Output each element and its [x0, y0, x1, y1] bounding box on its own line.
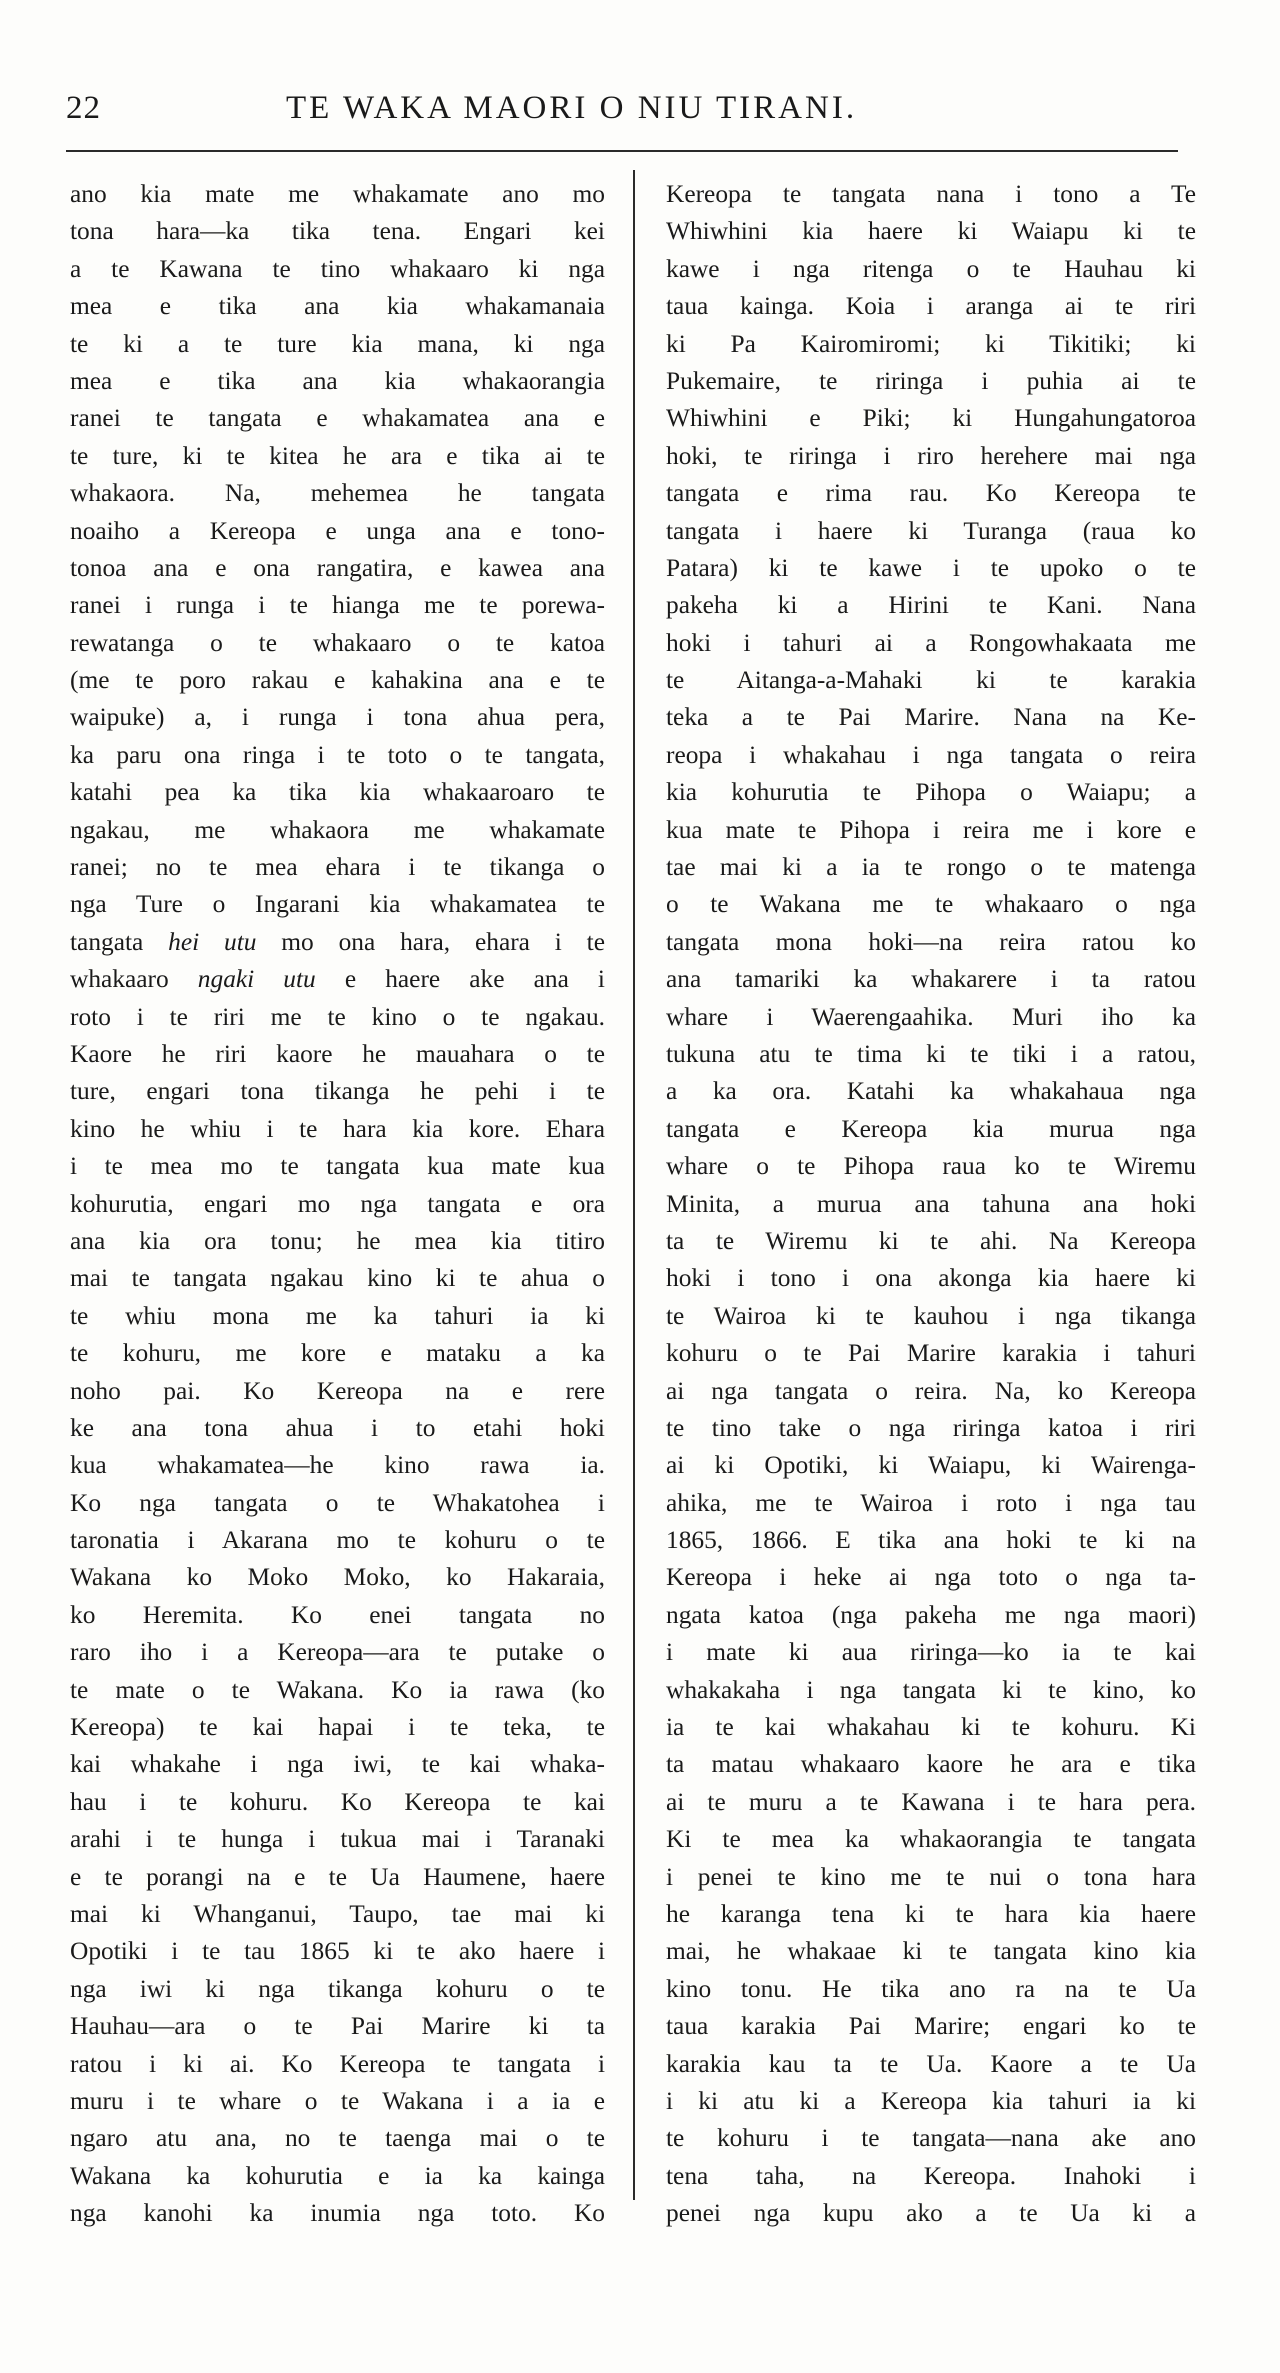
text-line: tonoa ana e ona rangatira, e kawea ana — [70, 553, 605, 582]
page-header — [66, 90, 1176, 140]
text-line: te tino take o nga riringa katoa i riri — [666, 1413, 1196, 1442]
text-line: ke ana tona ahua i to etahi hoki — [70, 1413, 605, 1442]
text-line: whakaora. Na, mehemea he tangata — [70, 479, 605, 508]
text-line: te kohuru i te tangata—nana ake ano — [666, 2124, 1196, 2153]
running-title: TE WAKA MAORI O NIU TIRANI. — [286, 90, 858, 126]
text-line: tena taha, na Kereopa. Inahoki i — [666, 2161, 1196, 2190]
header-rule — [66, 150, 1178, 152]
text-line: ranei; no te mea ehara i te tikanga o — [70, 853, 605, 882]
text-line: ka paru ona ringa i te toto o te tangata, — [70, 740, 605, 769]
text-line: tangata i haere ki Turanga (raua ko — [666, 516, 1196, 545]
text-line: arahi i te hunga i tukua mai i Taranaki — [70, 1825, 605, 1854]
text-line: mea e tika ana kia whakaorangia — [70, 366, 605, 395]
text-line: te mate o te Wakana. Ko ia rawa (ko — [70, 1675, 605, 1704]
text-line: tangata mona hoki—na reira ratou ko — [666, 927, 1196, 956]
text-line: taua karakia Pai Marire; engari ko te — [666, 2012, 1196, 2041]
text-line: noaiho a Kereopa e unga ana e tono- — [70, 516, 605, 545]
text-line: ai nga tangata o reira. Na, ko Kereopa — [666, 1376, 1196, 1405]
text-line: Opotiki i te tau 1865 ki te ako haere i — [70, 1937, 605, 1966]
text-line: ngata katoa (nga pakeha me nga maori) — [666, 1600, 1196, 1629]
text-line: kino he whiu i te hara kia kore. Ehara — [70, 1114, 605, 1143]
text-line: kai whakahe i nga iwi, te kai whaka- — [70, 1750, 605, 1779]
text-line: nga iwi ki nga tikanga kohuru o te — [70, 1974, 605, 2003]
text-line: ranei i runga i te hianga me te porewa- — [70, 591, 605, 620]
text-line: whakaaro ngaki utu e haere ake ana i — [70, 965, 605, 994]
text-line: ta te Wiremu ki te ahi. Na Kereopa — [666, 1226, 1196, 1255]
text-line: ranei te tangata e whakamatea ana e — [70, 404, 605, 433]
text-line: mai ki Whanganui, Taupo, tae mai ki — [70, 1899, 605, 1928]
text-line: ana tamariki ka whakarere i ta ratou — [666, 965, 1196, 994]
text-line: ai te muru a te Kawana i te hara pera. — [666, 1787, 1196, 1816]
column-divider — [633, 170, 635, 2200]
text-line: kohurutia, engari mo nga tangata e ora — [70, 1189, 605, 1218]
text-line: tae mai ki a ia te rongo o te matenga — [666, 853, 1196, 882]
text-line: hoki, te riringa i riro herehere mai nga — [666, 441, 1196, 470]
text-line: ngakau, me whakaora me whakamate — [70, 815, 605, 844]
text-line: kua whakamatea—he kino rawa ia. — [70, 1451, 605, 1480]
text-line: i ki atu ki a Kereopa kia tahuri ia ki — [666, 2086, 1196, 2115]
text-line: penei nga kupu ako a te Ua ki a — [666, 2199, 1196, 2228]
text-line: taronatia i Akarana mo te kohuru o te — [70, 1526, 605, 1555]
text-line: kua mate te Pihopa i reira me i kore e — [666, 815, 1196, 844]
text-line: ahika, me te Wairoa i roto i nga tau — [666, 1488, 1196, 1517]
text-line: te whiu mona me ka tahuri ia ki — [70, 1301, 605, 1330]
text-line: ana kia ora tonu; he mea kia titiro — [70, 1226, 605, 1255]
text-line: mai te tangata ngakau kino ki te ahua o — [70, 1264, 605, 1293]
text-line: tangata e rima rau. Ko Kereopa te — [666, 479, 1196, 508]
text-line: 1865, 1866. E tika ana hoki te ki na — [666, 1526, 1196, 1555]
text-line: whare o te Pihopa raua ko te Wiremu — [666, 1152, 1196, 1181]
text-line: roto i te riri me te kino o te ngakau. — [70, 1002, 605, 1031]
right-column — [666, 176, 1196, 2232]
left-column — [70, 176, 605, 2232]
text-line: hau i te kohuru. Ko Kereopa te kai — [70, 1787, 605, 1816]
text-line: mai, he whakaae ki te tangata kino kia — [666, 1937, 1196, 1966]
text-line: rewatanga o te whakaaro o te katoa — [70, 628, 605, 657]
text-line: Minita, a murua ana tahuna ana hoki — [666, 1189, 1196, 1218]
text-line: Ko nga tangata o te Whakatohea i — [70, 1488, 605, 1517]
text-line: e te porangi na e te Ua Haumene, haere — [70, 1862, 605, 1891]
text-line: ia te kai whakahau ki te kohuru. Ki — [666, 1713, 1196, 1742]
text-line: raro iho i a Kereopa—ara te putake o — [70, 1638, 605, 1667]
text-line: ko Heremita. Ko enei tangata no — [70, 1600, 605, 1629]
text-line: tangata e Kereopa kia murua nga — [666, 1114, 1196, 1143]
text-line: te Aitanga-a-Mahaki ki te karakia — [666, 666, 1196, 695]
text-line: Wakana ko Moko Moko, ko Hakaraia, — [70, 1563, 605, 1592]
text-line: waipuke) a, i runga i tona ahua pera, — [70, 703, 605, 732]
text-line: Kaore he riri kaore he mauahara o te — [70, 1039, 605, 1068]
text-line: Hauhau—ara o te Pai Marire ki ta — [70, 2012, 605, 2041]
text-line: Ki te mea ka whakaorangia te tangata — [666, 1825, 1196, 1854]
text-line: whare i Waerengaahika. Muri iho ka — [666, 1002, 1196, 1031]
text-line: whakakaha i nga tangata ki te kino, ko — [666, 1675, 1196, 1704]
text-line: kino tonu. He tika ano ra na te Ua — [666, 1974, 1196, 2003]
text-line: kohuru o te Pai Marire karakia i tahuri — [666, 1339, 1196, 1368]
text-line: i penei te kino me te nui o tona hara — [666, 1862, 1196, 1891]
text-line: ratou i ki ai. Ko Kereopa te tangata i — [70, 2049, 605, 2078]
text-line: Patara) ki te kawe i te upoko o te — [666, 553, 1196, 582]
text-line: taua kainga. Koia i aranga ai te riri — [666, 292, 1196, 321]
text-line: a te Kawana te tino whakaaro ki nga — [70, 254, 605, 283]
text-line: Pukemaire, te riringa i puhia ai te — [666, 366, 1196, 395]
text-line: a ka ora. Katahi ka whakahaua nga — [666, 1077, 1196, 1106]
page-number: 22 — [66, 90, 101, 126]
text-line: ki Pa Kairomiromi; ki Tikitiki; ki — [666, 329, 1196, 358]
text-line: nga Ture o Ingarani kia whakamatea te — [70, 890, 605, 919]
text-line: noho pai. Ko Kereopa na e rere — [70, 1376, 605, 1405]
text-line: ta matau whakaaro kaore he ara e tika — [666, 1750, 1196, 1779]
text-line: te ture, ki te kitea he ara e tika ai te — [70, 441, 605, 470]
text-line: ano kia mate me whakamate ano mo — [70, 180, 605, 208]
text-line: hoki i tahuri ai a Rongowhakaata me — [666, 628, 1196, 657]
text-line: nga kanohi ka inumia nga toto. Ko — [70, 2199, 605, 2228]
text-line: Kereopa i heke ai nga toto o nga ta- — [666, 1563, 1196, 1592]
text-line: Whiwhini e Piki; ki Hungahungatoroa — [666, 404, 1196, 433]
text-line: reopa i whakahau i nga tangata o reira — [666, 740, 1196, 769]
text-line: pakeha ki a Hirini te Kani. Nana — [666, 591, 1196, 620]
text-line: te ki a te ture kia mana, ki nga — [70, 329, 605, 358]
text-line: kia kohurutia te Pihopa o Waiapu; a — [666, 778, 1196, 807]
text-line: hoki i tono i ona akonga kia haere ki — [666, 1264, 1196, 1293]
text-line: muru i te whare o te Wakana i a ia e — [70, 2086, 605, 2115]
text-line: Wakana ka kohurutia e ia ka kainga — [70, 2161, 605, 2190]
text-line: tangata hei utu mo ona hara, ehara i te — [70, 927, 605, 956]
text-line: mea e tika ana kia whakamanaia — [70, 292, 605, 321]
text-line: Kereopa) te kai hapai i te teka, te — [70, 1713, 605, 1742]
text-line: karakia kau ta te Ua. Kaore a te Ua — [666, 2049, 1196, 2078]
text-line: tukuna atu te tima ki te tiki i a ratou, — [666, 1039, 1196, 1068]
text-line: ai ki Opotiki, ki Waiapu, ki Wairenga- — [666, 1451, 1196, 1480]
text-line: o te Wakana me te whakaaro o nga — [666, 890, 1196, 919]
text-line: he karanga tena ki te hara kia haere — [666, 1899, 1196, 1928]
text-line: i mate ki aua riringa—ko ia te kai — [666, 1638, 1196, 1667]
text-line: te Wairoa ki te kauhou i nga tikanga — [666, 1301, 1196, 1330]
text-line: kawe i nga ritenga o te Hauhau ki — [666, 254, 1196, 283]
text-line: ture, engari tona tikanga he pehi i te — [70, 1077, 605, 1106]
text-line: (me te poro rakau e kahakina ana e te — [70, 666, 605, 695]
text-line: i te mea mo te tangata kua mate kua — [70, 1152, 605, 1181]
text-line: teka a te Pai Marire. Nana na Ke- — [666, 703, 1196, 732]
text-line: ngaro atu ana, no te taenga mai o te — [70, 2124, 605, 2153]
text-line: Whiwhini kia haere ki Waiapu ki te — [666, 217, 1196, 246]
text-line: te kohuru, me kore e mataku a ka — [70, 1339, 605, 1368]
text-line: katahi pea ka tika kia whakaaroaro te — [70, 778, 605, 807]
text-line: tona hara—ka tika tena. Engari kei — [70, 217, 605, 246]
text-line: Kereopa te tangata nana i tono a Te — [666, 180, 1196, 208]
